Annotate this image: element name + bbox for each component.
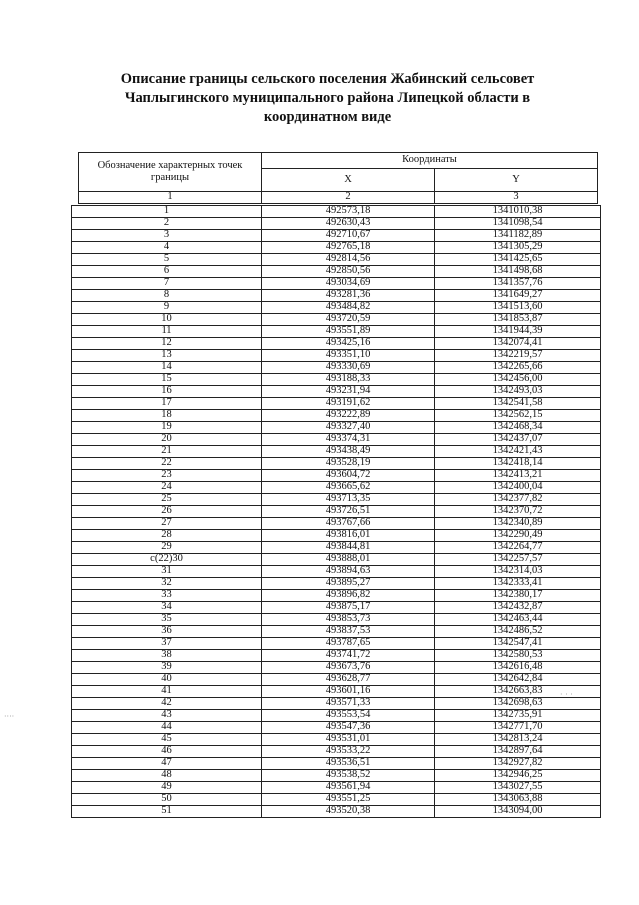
table-row xyxy=(72,290,601,302)
cell-x: 493816,01 xyxy=(262,530,435,542)
cell-point: с(22)30 xyxy=(72,554,262,566)
cell-y: 1342562,15 xyxy=(435,410,601,422)
table-row xyxy=(72,254,601,266)
cell-point: 20 xyxy=(72,434,262,446)
cell-y: 1342264,77 xyxy=(435,542,601,554)
cell-y: 1342314,03 xyxy=(435,566,601,578)
cell-x: 493222,89 xyxy=(262,410,435,422)
table-row xyxy=(72,398,601,410)
coordinates-table xyxy=(71,205,601,818)
table-row xyxy=(72,638,601,650)
table-row xyxy=(72,746,601,758)
cell-x: 493726,51 xyxy=(262,506,435,518)
cell-point: 5 xyxy=(72,254,262,266)
cell-point: 9 xyxy=(72,302,262,314)
cell-x: 492630,43 xyxy=(262,218,435,230)
cell-y: 1341944,39 xyxy=(435,326,601,338)
table-row xyxy=(72,650,601,662)
stamp-mark: · · · xyxy=(560,690,573,699)
table-row xyxy=(72,782,601,794)
cell-y: 1342663,83 xyxy=(435,686,601,698)
cell-point: 51 xyxy=(72,806,262,818)
cell-x: 493538,52 xyxy=(262,770,435,782)
cell-x: 493837,53 xyxy=(262,626,435,638)
cell-point: 31 xyxy=(72,566,262,578)
cell-x: 493438,49 xyxy=(262,446,435,458)
cell-point: 8 xyxy=(72,290,262,302)
cell-point: 24 xyxy=(72,482,262,494)
cell-point: 50 xyxy=(72,794,262,806)
cell-y: 1341853,87 xyxy=(435,314,601,326)
cell-y: 1342735,91 xyxy=(435,710,601,722)
table-row xyxy=(72,734,601,746)
cell-y: 1341513,60 xyxy=(435,302,601,314)
table-row xyxy=(72,506,601,518)
cell-point: 17 xyxy=(72,398,262,410)
table-row xyxy=(72,314,601,326)
cell-point: 19 xyxy=(72,422,262,434)
cell-x: 493628,77 xyxy=(262,674,435,686)
header-num-1: 1 xyxy=(79,192,262,204)
cell-x: 493741,72 xyxy=(262,650,435,662)
cell-x: 493894,63 xyxy=(262,566,435,578)
cell-x: 493351,10 xyxy=(262,350,435,362)
cell-point: 18 xyxy=(72,410,262,422)
cell-y: 1342493,03 xyxy=(435,386,601,398)
cell-y: 1342897,64 xyxy=(435,746,601,758)
table-row xyxy=(72,422,601,434)
cell-x: 493787,65 xyxy=(262,638,435,650)
cell-x: 493520,38 xyxy=(262,806,435,818)
cell-x: 493604,72 xyxy=(262,470,435,482)
cell-point: 46 xyxy=(72,746,262,758)
cell-point: 37 xyxy=(72,638,262,650)
cell-y: 1342418,14 xyxy=(435,458,601,470)
table-row xyxy=(72,230,601,242)
cell-y: 1342257,57 xyxy=(435,554,601,566)
cell-y: 1342413,21 xyxy=(435,470,601,482)
cell-point: 34 xyxy=(72,602,262,614)
cell-y: 1342074,41 xyxy=(435,338,601,350)
table-row xyxy=(72,554,601,566)
table-row xyxy=(72,206,601,218)
table-row xyxy=(72,458,601,470)
cell-x: 493713,35 xyxy=(262,494,435,506)
cell-point: 6 xyxy=(72,266,262,278)
table-row xyxy=(72,770,601,782)
cell-x: 493531,01 xyxy=(262,734,435,746)
table-row xyxy=(72,266,601,278)
cell-y: 1342541,58 xyxy=(435,398,601,410)
table-row xyxy=(72,614,601,626)
cell-x: 493551,89 xyxy=(262,326,435,338)
cell-x: 493231,94 xyxy=(262,386,435,398)
cell-y: 1341357,76 xyxy=(435,278,601,290)
title-line-3: координатном виде xyxy=(263,109,392,125)
cell-y: 1342698,63 xyxy=(435,698,601,710)
cell-point: 38 xyxy=(72,650,262,662)
table-row xyxy=(72,386,601,398)
cell-x: 493853,73 xyxy=(262,614,435,626)
cell-x: 493374,31 xyxy=(262,434,435,446)
cell-x: 493875,17 xyxy=(262,602,435,614)
cell-point: 23 xyxy=(72,470,262,482)
cell-x: 493601,16 xyxy=(262,686,435,698)
cell-x: 493425,16 xyxy=(262,338,435,350)
cell-y: 1342813,24 xyxy=(435,734,601,746)
cell-x: 493844,81 xyxy=(262,542,435,554)
table-header xyxy=(78,152,598,204)
cell-point: 27 xyxy=(72,518,262,530)
cell-point: 42 xyxy=(72,698,262,710)
table-row xyxy=(72,578,601,590)
cell-x: 493533,22 xyxy=(262,746,435,758)
cell-x: 492814,56 xyxy=(262,254,435,266)
cell-point: 39 xyxy=(72,662,262,674)
cell-point: 47 xyxy=(72,758,262,770)
cell-point: 11 xyxy=(72,326,262,338)
table-row xyxy=(72,434,601,446)
cell-y: 1342463,44 xyxy=(435,614,601,626)
header-x: X xyxy=(262,169,435,192)
table-row xyxy=(72,686,601,698)
cell-x: 493888,01 xyxy=(262,554,435,566)
table-row xyxy=(72,218,601,230)
header-point-label: Обозначение характерных точек границы xyxy=(79,153,262,192)
table-row xyxy=(72,674,601,686)
cell-x: 493188,33 xyxy=(262,374,435,386)
cell-y: 1342340,89 xyxy=(435,518,601,530)
table-row xyxy=(72,278,601,290)
header-num-2: 2 xyxy=(262,192,435,204)
cell-x: 493571,33 xyxy=(262,698,435,710)
cell-point: 1 xyxy=(72,206,262,218)
cell-point: 48 xyxy=(72,770,262,782)
cell-x: 493547,36 xyxy=(262,722,435,734)
table-row xyxy=(72,242,601,254)
table-row xyxy=(72,542,601,554)
cell-x: 493553,54 xyxy=(262,710,435,722)
cell-y: 1343094,00 xyxy=(435,806,601,818)
table-row xyxy=(72,722,601,734)
table-row xyxy=(72,482,601,494)
cell-x: 493896,82 xyxy=(262,590,435,602)
table-row xyxy=(72,410,601,422)
table-row xyxy=(72,698,601,710)
cell-x: 493528,19 xyxy=(262,458,435,470)
cell-y: 1342486,52 xyxy=(435,626,601,638)
title-line-1: Описание границы сельского поселения Жабинский сельсовет xyxy=(120,71,535,87)
cell-point: 26 xyxy=(72,506,262,518)
cell-point: 44 xyxy=(72,722,262,734)
cell-point: 33 xyxy=(72,590,262,602)
cell-point: 49 xyxy=(72,782,262,794)
cell-y: 1342377,82 xyxy=(435,494,601,506)
cell-point: 41 xyxy=(72,686,262,698)
cell-y: 1342432,87 xyxy=(435,602,601,614)
cell-y: 1341649,27 xyxy=(435,290,601,302)
header-num-3: 3 xyxy=(435,192,598,204)
cell-point: 7 xyxy=(72,278,262,290)
table-row xyxy=(72,806,601,818)
cell-y: 1342421,43 xyxy=(435,446,601,458)
cell-y: 1341098,54 xyxy=(435,218,601,230)
cell-point: 3 xyxy=(72,230,262,242)
table-row xyxy=(72,602,601,614)
cell-x: 493551,25 xyxy=(262,794,435,806)
title-line-2: Чаплыгинского муниципального района Липецкой области в xyxy=(124,90,531,106)
table-row xyxy=(72,662,601,674)
table-row xyxy=(72,350,601,362)
header-coordinates: Координаты xyxy=(262,153,598,169)
table-row xyxy=(72,374,601,386)
cell-y: 1341425,65 xyxy=(435,254,601,266)
cell-y: 1343027,55 xyxy=(435,782,601,794)
table-row xyxy=(72,326,601,338)
table-row xyxy=(72,302,601,314)
cell-x: 493673,76 xyxy=(262,662,435,674)
cell-point: 2 xyxy=(72,218,262,230)
cell-point: 22 xyxy=(72,458,262,470)
table-row xyxy=(72,446,601,458)
table-row xyxy=(72,710,601,722)
cell-x: 493330,69 xyxy=(262,362,435,374)
cell-y: 1342580,53 xyxy=(435,650,601,662)
cell-x: 493720,59 xyxy=(262,314,435,326)
cell-point: 40 xyxy=(72,674,262,686)
cell-point: 36 xyxy=(72,626,262,638)
cell-x: 492573,18 xyxy=(262,206,435,218)
table-row xyxy=(72,530,601,542)
cell-point: 29 xyxy=(72,542,262,554)
cell-x: 493327,40 xyxy=(262,422,435,434)
cell-x: 493536,51 xyxy=(262,758,435,770)
cell-x: 493191,62 xyxy=(262,398,435,410)
cell-point: 35 xyxy=(72,614,262,626)
cell-y: 1342333,41 xyxy=(435,578,601,590)
table-row xyxy=(72,566,601,578)
table-row xyxy=(72,494,601,506)
cell-y: 1342642,84 xyxy=(435,674,601,686)
table-row xyxy=(72,758,601,770)
cell-point: 25 xyxy=(72,494,262,506)
cell-y: 1342370,72 xyxy=(435,506,601,518)
cell-y: 1342290,49 xyxy=(435,530,601,542)
cell-y: 1341305,29 xyxy=(435,242,601,254)
cell-y: 1343063,88 xyxy=(435,794,601,806)
cell-point: 32 xyxy=(72,578,262,590)
cell-x: 493665,62 xyxy=(262,482,435,494)
cell-point: 28 xyxy=(72,530,262,542)
cell-y: 1342456,00 xyxy=(435,374,601,386)
header-y: Y xyxy=(435,169,598,192)
cell-y: 1341010,38 xyxy=(435,206,601,218)
cell-y: 1342946,25 xyxy=(435,770,601,782)
document-title xyxy=(60,70,595,127)
cell-x: 493895,27 xyxy=(262,578,435,590)
cell-point: 45 xyxy=(72,734,262,746)
cell-y: 1342400,04 xyxy=(435,482,601,494)
cell-y: 1341182,89 xyxy=(435,230,601,242)
cell-y: 1342547,41 xyxy=(435,638,601,650)
cell-point: 16 xyxy=(72,386,262,398)
cell-point: 13 xyxy=(72,350,262,362)
cell-y: 1342219,57 xyxy=(435,350,601,362)
cell-y: 1342468,34 xyxy=(435,422,601,434)
table-row xyxy=(72,794,601,806)
cell-point: 14 xyxy=(72,362,262,374)
table-row xyxy=(72,470,601,482)
table-row xyxy=(72,362,601,374)
cell-point: 12 xyxy=(72,338,262,350)
cell-point: 4 xyxy=(72,242,262,254)
cell-y: 1342265,66 xyxy=(435,362,601,374)
cell-point: 21 xyxy=(72,446,262,458)
cell-y: 1342437,07 xyxy=(435,434,601,446)
cell-x: 493767,66 xyxy=(262,518,435,530)
cell-y: 1342927,82 xyxy=(435,758,601,770)
cell-y: 1342771,70 xyxy=(435,722,601,734)
cell-x: 492710,67 xyxy=(262,230,435,242)
table-row xyxy=(72,626,601,638)
cell-x: 493034,69 xyxy=(262,278,435,290)
cell-y: 1342380,17 xyxy=(435,590,601,602)
cell-y: 1341498,68 xyxy=(435,266,601,278)
cell-x: 492850,56 xyxy=(262,266,435,278)
table-row xyxy=(72,590,601,602)
cell-x: 493484,82 xyxy=(262,302,435,314)
cell-point: 15 xyxy=(72,374,262,386)
stamp-mark: ···· xyxy=(4,712,15,721)
table-row xyxy=(72,338,601,350)
cell-x: 493561,94 xyxy=(262,782,435,794)
cell-x: 492765,18 xyxy=(262,242,435,254)
cell-x: 493281,36 xyxy=(262,290,435,302)
cell-point: 43 xyxy=(72,710,262,722)
cell-y: 1342616,48 xyxy=(435,662,601,674)
table-row xyxy=(72,518,601,530)
cell-point: 10 xyxy=(72,314,262,326)
